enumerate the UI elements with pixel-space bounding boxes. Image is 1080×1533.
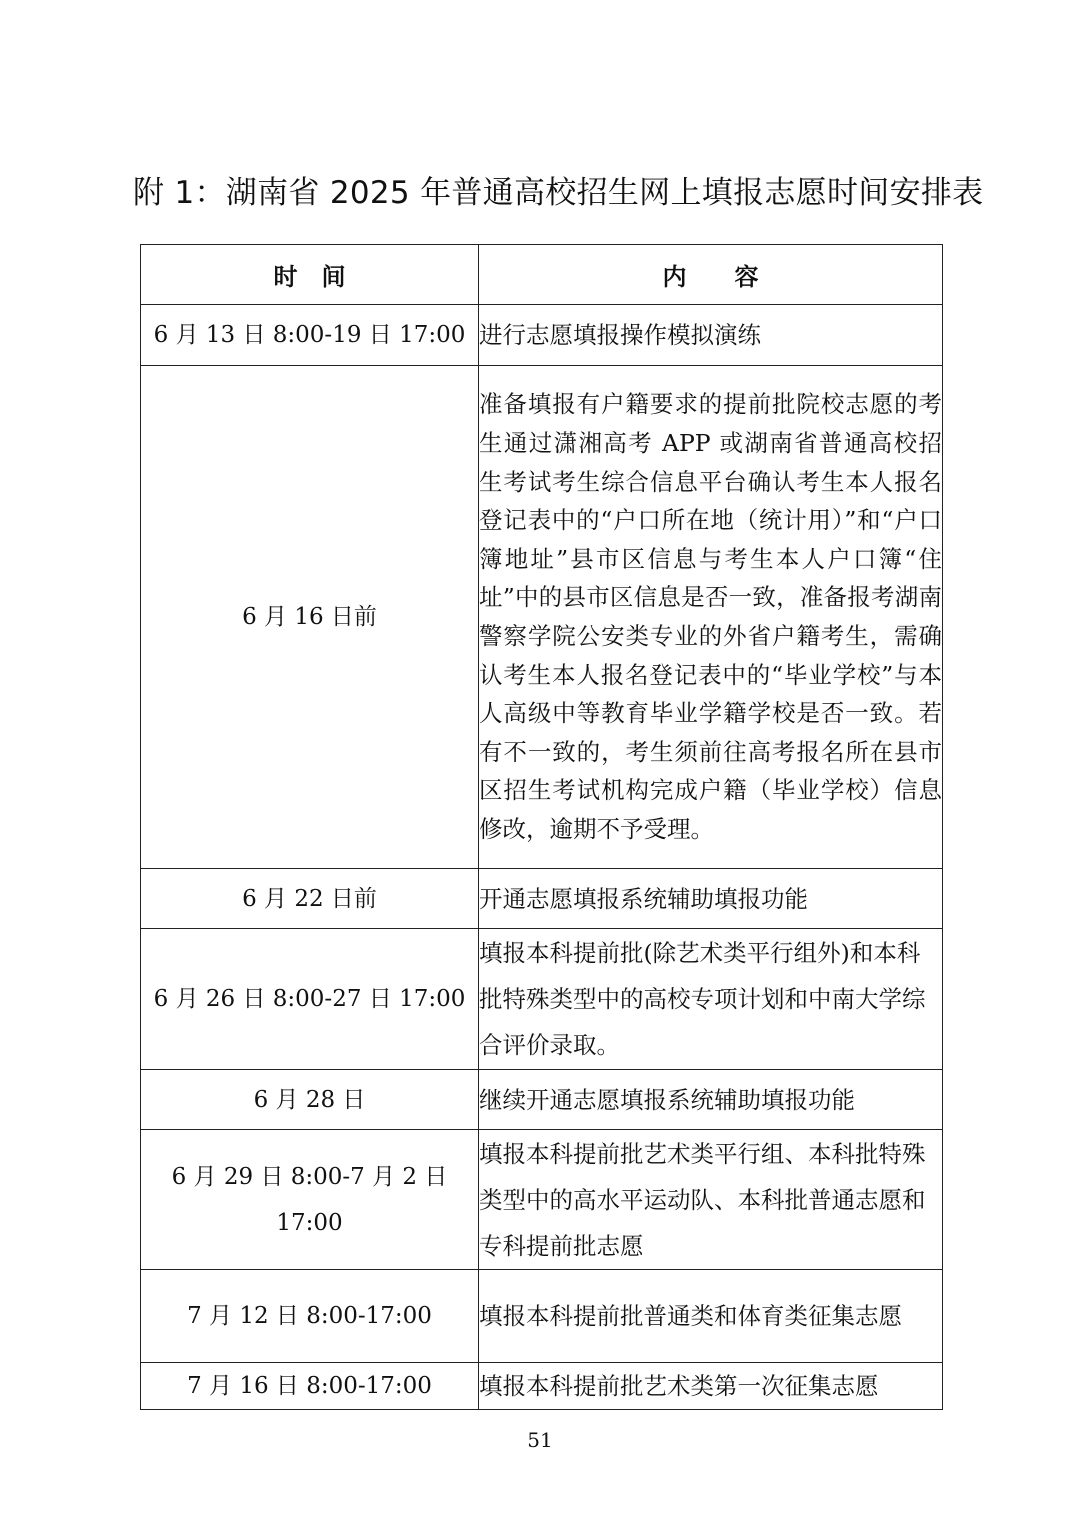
page-number: 51 <box>527 1428 553 1452</box>
table-row <box>141 1363 943 1410</box>
page-title: 附 1：湖南省 2025 年普通高校招生网上填报志愿时间安排表 <box>133 175 984 211</box>
row-content: 准备填报有户籍要求的提前批院校志愿的考生通过潇湘高考 APP 或湖南省普通高校招生考试考生综合信息平台确认考生本人报名登记表中的“户口所在地（统计用）”和“户口簿地址”县市区信息与考生本人户口簿“住址”中的县市区信息是否一致，准备报考湖南警察学院公安类专业的外省户籍考生，需确认考生本人报名登记表中的“毕业学校”与本人高级中等教育毕业学籍学校是否一致。若有不一致的，考生须前往高考报名所在县市区招生考试机构完成户籍（毕业学校）信息修改，逾期不予受理。 <box>479 366 943 869</box>
row-time: 6 月 13 日 8:00-19 日 17:00 <box>141 305 479 366</box>
row-content: 填报本科提前批艺术类第一次征集志愿 <box>479 1363 943 1410</box>
row-time: 6 月 29 日 8:00-7 月 2 日 17:00 <box>141 1130 479 1270</box>
row-time: 7 月 16 日 8:00-17:00 <box>141 1363 479 1410</box>
table-row <box>141 1270 943 1363</box>
row-time: 6 月 28 日 <box>141 1070 479 1130</box>
table-row <box>141 305 943 366</box>
table-row <box>141 1130 943 1270</box>
header-time: 时 间 <box>141 245 479 305</box>
table-row <box>141 1070 943 1130</box>
schedule-table <box>140 244 943 1410</box>
row-time: 7 月 12 日 8:00-17:00 <box>141 1270 479 1363</box>
row-content: 进行志愿填报操作模拟演练 <box>479 305 943 366</box>
table-header-row <box>141 245 943 305</box>
table-row <box>141 869 943 929</box>
row-content: 填报本科提前批普通类和体育类征集志愿 <box>479 1270 943 1363</box>
row-time: 6 月 26 日 8:00-27 日 17:00 <box>141 929 479 1070</box>
row-content: 开通志愿填报系统辅助填报功能 <box>479 869 943 929</box>
row-time: 6 月 16 日前 <box>141 366 479 869</box>
table-row <box>141 929 943 1070</box>
row-content: 填报本科提前批艺术类平行组、本科批特殊类型中的高水平运动队、本科批普通志愿和专科提前批志愿 <box>479 1130 943 1270</box>
table-row <box>141 366 943 869</box>
row-content: 继续开通志愿填报系统辅助填报功能 <box>479 1070 943 1130</box>
row-time: 6 月 22 日前 <box>141 869 479 929</box>
header-content: 内 容 <box>479 245 943 305</box>
row-content: 填报本科提前批(除艺术类平行组外)和本科批特殊类型中的高校专项计划和中南大学综合评价录取。 <box>479 929 943 1070</box>
